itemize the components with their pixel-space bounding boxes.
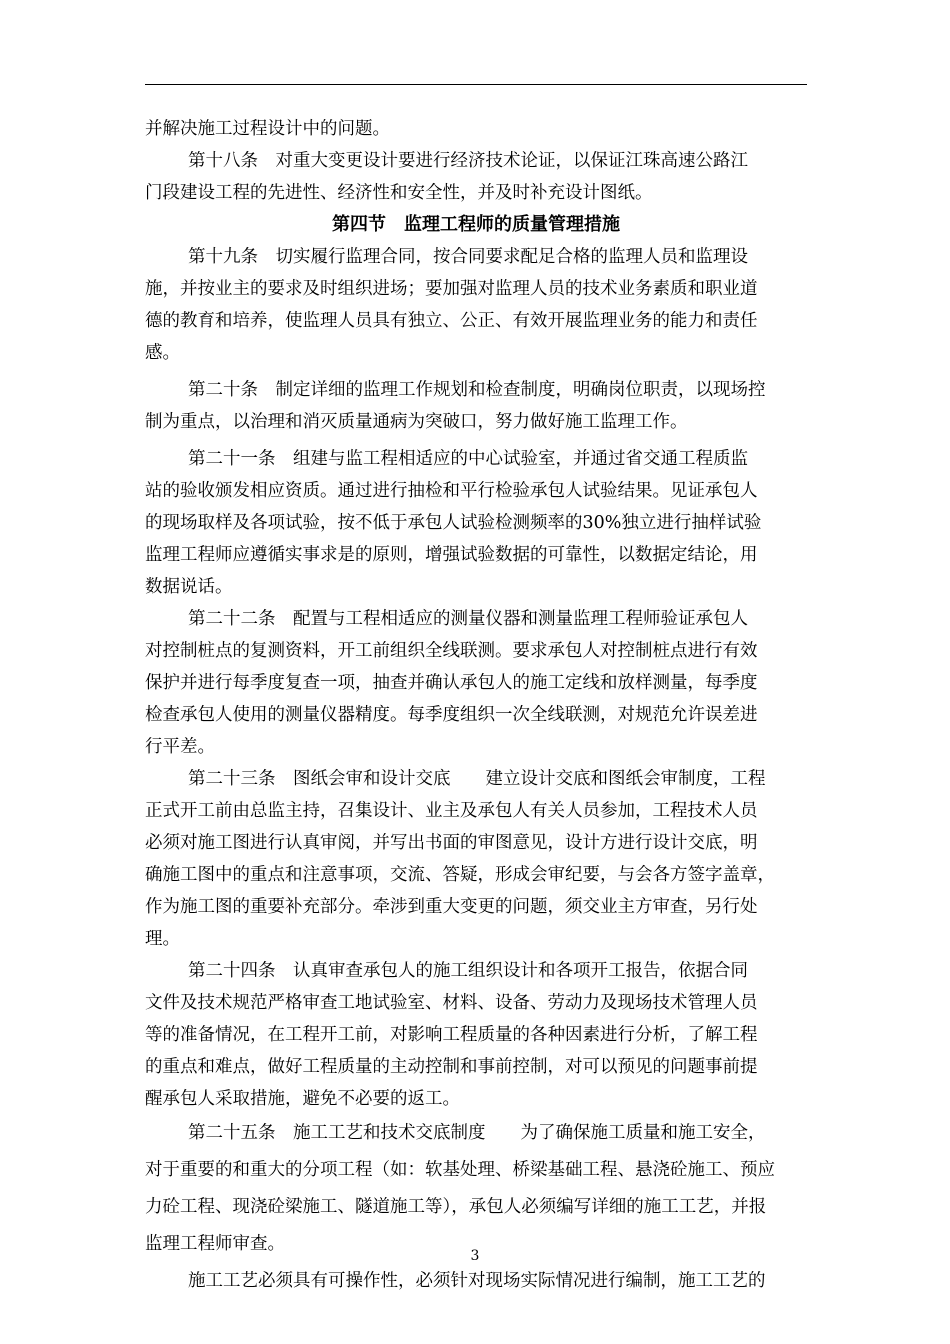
text-line: 的重点和难点，做好工程质量的主动控制和事前控制，对可以预见的问题事前提 [145, 1057, 758, 1077]
text-line: 检查承包人使用的测量仪器精度。每季度组织一次全线联测，对规范允许误差进 [145, 705, 758, 725]
article-21-line: 第二十一条 组建与监工程相适应的中心试验室，并通过省交通工程质监 [188, 449, 748, 469]
article-19-line: 第十九条 切实履行监理合同，按合同要求配足合格的监理人员和监理设 [188, 247, 748, 267]
article-24-line: 第二十四条 认真审查承包人的施工组织设计和各项开工报告，依据合同 [188, 961, 748, 981]
text-line: 正式开工前由总监主持，召集设计、业主及承包人有关人员参加，工程技术人员 [145, 801, 758, 821]
text-line: 感。 [145, 343, 180, 363]
text-line: 作为施工图的重要补充部分。牵涉到重大变更的问题，须交业主方审查，另行处 [145, 897, 758, 917]
text-line: 力砼工程、现浇砼梁施工、隧道施工等），承包人必须编写详细的施工工艺，并报 [145, 1197, 767, 1217]
text-line: 醒承包人采取措施，避免不必要的返工。 [145, 1089, 460, 1109]
article-22-line: 第二十二条 配置与工程相适应的测量仪器和测量监理工程师验证承包人 [188, 609, 748, 629]
text-line: 施，并按业主的要求及时组织进场；要加强对监理人员的技术业务素质和职业道 [145, 279, 758, 299]
paragraph-start-line: 施工工艺必须具有可操作性，必须针对现场实际情况进行编制，施工工艺的 [188, 1271, 766, 1291]
text-line: 文件及技术规范严格审查工地试验室、材料、设备、劳动力及现场技术管理人员 [145, 993, 758, 1013]
text-line: 必须对施工图进行认真审阅，并写出书面的审图意见，设计方进行设计交底，明 [145, 833, 758, 853]
article-18-line: 第十八条 对重大变更设计要进行经济技术论证，以保证江珠高速公路江 [188, 151, 748, 171]
text-line: 行平差。 [145, 737, 215, 757]
text-line: 保护并进行每季度复查一项，抽查并确认承包人的施工定线和放样测量，每季度 [145, 673, 758, 693]
page-number: 3 [470, 1248, 480, 1264]
section-heading: 第四节 监理工程师的质量管理措施 [332, 214, 620, 235]
article-23-line: 第二十三条 图纸会审和设计交底 建立设计交底和图纸会审制度，工程 [188, 769, 766, 789]
text-line: 制为重点，以治理和消灭质量通病为突破口，努力做好施工监理工作。 [145, 412, 688, 432]
text-line: 确施工图中的重点和注意事项，交流、答疑，形成会审纪要，与会各方签字盖章， [145, 865, 775, 885]
text-line: 的现场取样及各项试验，按不低于承包人试验检测频率的30%独立进行抽样试验 [145, 513, 762, 533]
text-line: 理。 [145, 929, 180, 949]
text-line: 等的准备情况，在工程开工前，对影响工程质量的各种因素进行分析，了解工程 [145, 1025, 758, 1045]
text-line: 对于重要的和重大的分项工程（如：软基处理、桥梁基础工程、悬浇砼施工、预应 [145, 1160, 775, 1180]
text-line: 监理工程师应遵循实事求是的原则，增强试验数据的可靠性，以数据定结论，用 [145, 545, 758, 565]
document-body [145, 113, 807, 1300]
text-line: 并解决施工过程设计中的问题。 [145, 119, 390, 139]
article-25-line: 第二十五条 施工工艺和技术交底制度 为了确保施工质量和施工安全， [188, 1123, 766, 1143]
text-line: 监理工程师审查。 [145, 1234, 285, 1254]
text-line: 德的教育和培养，使监理人员具有独立、公正、有效开展监理业务的能力和责任 [145, 311, 758, 331]
text-line: 数据说话。 [145, 577, 233, 597]
text-line: 对控制桩点的复测资料，开工前组织全线联测。要求承包人对控制桩点进行有效 [145, 641, 758, 661]
text-line: 站的验收颁发相应资质。通过进行抽检和平行检验承包人试验结果。见证承包人 [145, 481, 758, 501]
text-line: 门段建设工程的先进性、经济性和安全性，并及时补充设计图纸。 [145, 183, 653, 203]
header-rule [145, 84, 807, 85]
article-20-line: 第二十条 制定详细的监理工作规划和检查制度，明确岗位职责，以现场控 [188, 380, 766, 400]
